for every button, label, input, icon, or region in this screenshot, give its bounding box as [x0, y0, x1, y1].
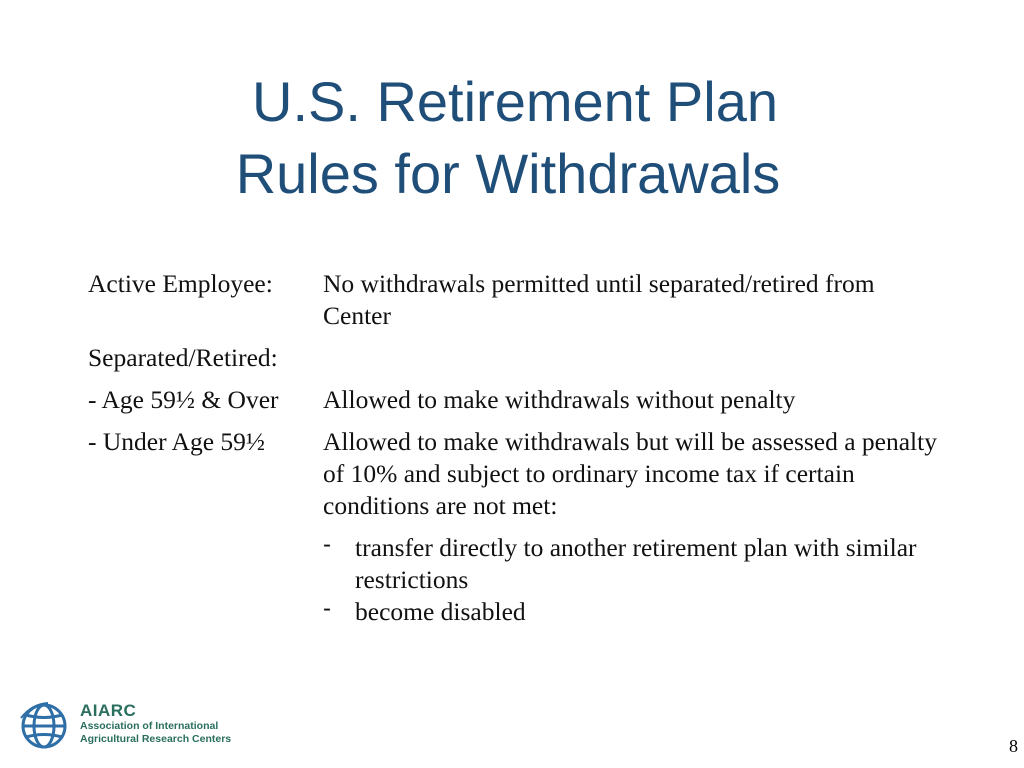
globe-icon: [18, 698, 70, 752]
conditions-list: [323, 532, 948, 628]
rule-text: Allowed to make withdrawals but will be assessed a penalty of 10% and subject to ordinary income tax if certain conditions are not met:: [323, 427, 937, 520]
rule-row-active-employee: [88, 268, 948, 332]
logo-wordmark: [80, 702, 231, 746]
slide-title-line-1: U.S. Retirement Plan: [252, 70, 778, 133]
bullet-dash: -: [323, 531, 331, 558]
rule-label: Active Employee:: [88, 269, 273, 298]
logo-line-2: Agricultural Research Centers: [80, 733, 232, 745]
slide-title: [0, 66, 1024, 210]
list-item-text: transfer directly to another retirement plan with similar restrictions: [355, 533, 917, 594]
rule-label: - Under Age 59½: [88, 427, 266, 456]
page-number: 8: [1009, 736, 1018, 756]
rule-text: Allowed to make withdrawals without penalty: [323, 385, 796, 414]
bullet-dash: -: [323, 595, 331, 622]
slide-body: [88, 268, 948, 628]
rule-row-age-over: [88, 384, 948, 416]
list-item: [323, 532, 948, 596]
rule-row-under-age: [88, 426, 948, 522]
rule-text: [323, 342, 948, 374]
list-item-text: become disabled: [355, 597, 526, 626]
logo-acronym: AIARC: [80, 701, 137, 720]
aiarc-logo: [18, 698, 258, 754]
slide-title-line-2: Rules for Withdrawals: [235, 142, 781, 205]
rule-label: - Age 59½ & Over: [88, 385, 279, 414]
logo-line-1: Association of International: [80, 720, 219, 732]
rule-row-separated-retired: [88, 342, 948, 374]
list-item: [323, 596, 948, 628]
rule-text: No withdrawals permitted until separated/retired from Center: [323, 269, 875, 330]
rule-label: Separated/Retired:: [88, 343, 278, 372]
